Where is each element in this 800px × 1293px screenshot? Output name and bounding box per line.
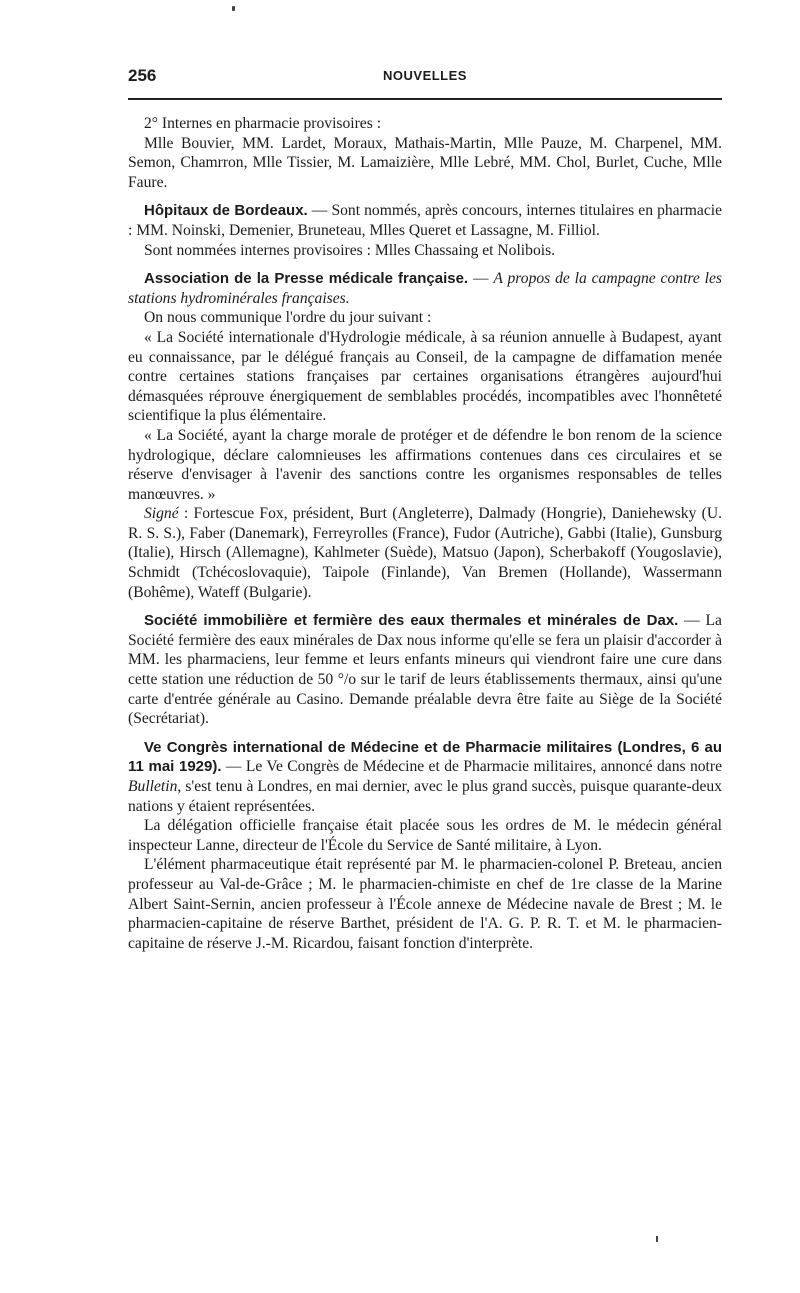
section-subtitle-presse: A propos de la campagne contre les stations hydrominérales françaises.	[128, 270, 722, 307]
paragraph-quote-1: « La Société internationale d'Hydrologie médicale, à sa réunion annuelle à Budapest, ayant eu connaissance, par le délégué français au Conseil, de la campagne de diffamation menée contre certaines stations françaises par certaines organisations étrangères aujourd'hui démasquées réprouve énergiquement de semblables procédés, incompatibles avec l'honnêteté scientifique la plus élémentaire.	[128, 328, 722, 425]
page-body	[128, 114, 722, 953]
running-head: NOUVELLES	[383, 68, 467, 83]
section-presse-medicale	[128, 269, 722, 308]
paragraph-ordre-du-jour: On nous communique l'ordre du jour suivant :	[144, 309, 432, 327]
section-dash: —	[468, 270, 494, 288]
signed-label: Signé	[144, 505, 179, 523]
paragraph-bordeaux-provisional: Sont nommées internes provisoires : Mlles Chassaing et Nolibois.	[144, 241, 556, 259]
section-congres	[128, 738, 722, 816]
section-text-congres-a: — Le Ve Congrès de Médecine et de Pharmacie militaires, annoncé dans notre	[221, 758, 722, 776]
paragraph-signatories	[128, 504, 722, 602]
paragraph-quote-2: « La Société, ayant la charge morale de protéger et de défendre le bon renom de la science hydrologique, déclare calomnieuses les affirmations contenues dans ces circulaires et se réserve d'envisager à l'avenir des sanctions contre les organismes responsables de telles manœuvres. »	[128, 426, 722, 503]
section-title-congres: Ve Congrès international de Médecine et de Pharmacie militaires (Londres, 6 au 11 mai 1929).	[128, 738, 722, 776]
scan-speck	[232, 6, 235, 11]
section-text-dax: — La Société fermière des eaux minérales de Dax nous informe qu'elle se fera un plaisir d'accorder à MM. les pharmaciens, leur femme et leurs enfants mineurs qui viendront faire une cure dans cette station une réduction de 50 °/o sur le tarif de leurs établissements thermaux, ainsi qu'une carte d'entrée générale au Casino. Demande préalable devra être faite au Siège de la Société (Secrétariat).	[128, 612, 722, 728]
signatories-list: : Fortescue Fox, président, Burt (Angleterre), Dalmady (Hongrie), Daniehewsky (U. R. S. S.), Faber (Danemark), Ferreyrolles (France), Fudor (Autriche), Gabbi (Italie), Gunsburg (Italie), Hirsch (Allemagne), Kahlmeter (Suède), Matsuo (Japon), Scherbakoff (Yougoslavie), Schmidt (Tchécoslovaquie), Taipole (Finlande), Van Bremen (Hollande), Wassermann (Bohême), Wateff (Bulgarie).	[128, 505, 722, 601]
scan-mark	[656, 1236, 658, 1242]
page-number: 256	[128, 66, 157, 85]
section-dax	[128, 611, 722, 729]
paragraph-pharmaceutical-element: L'élément pharmaceutique était représenté par M. le pharmacien-colonel P. Breteau, ancien professeur au Val-de-Grâce ; M. le pharmacien-chimiste en chef de 1re classe de la Marine Albert Saint-Sernin, ancien professeur à l'École annexe de Médecine navale de Brest ; M. le pharmacien-capitaine de réserve Barthet, président de l'A. G. P. R. T. et M. le pharmacien-capitaine de réserve J.-M. Ricardou, faisant fonction d'interprète.	[128, 856, 722, 952]
section-bordeaux	[128, 201, 722, 240]
paragraph-delegation: La délégation officielle française était placée sous les ordres de M. le médecin général inspecteur Lanne, directeur de l'École du Service de Santé militaire, à Lyon.	[128, 817, 722, 854]
bulletin-title: Bulletin	[128, 778, 178, 795]
section-title-dax: Société immobilière et fermière des eaux thermales et minérales de Dax.	[144, 612, 679, 630]
section-title-bordeaux: Hôpitaux de Bordeaux.	[144, 202, 308, 220]
paragraph-interns-provisional: 2° Internes en pharmacie provisoires :	[144, 115, 382, 132]
section-text-congres-b: , s'est tenu à Londres, en mai dernier, avec le plus grand succès, puisque quarante-deux nations y étaient représentées.	[128, 778, 722, 815]
page-header	[128, 64, 722, 100]
section-title-presse: Association de la Presse médicale française.	[144, 270, 469, 288]
section-text-bordeaux: — Sont nommés, après concours, internes titulaires en pharmacie : MM. Noinski, Demenier, Bruneteau, Mlles Queret et Lassagne, M. Filliol.	[128, 202, 723, 239]
paragraph-intern-names: Mlle Bouvier, MM. Lardet, Moraux, Mathais-Martin, Mlle Pauze, M. Charpenel, MM. Semon, Chamrron, Mlle Tissier, M. Lamaizière, Mlle Lebré, MM. Chol, Burlet, Cuche, Mlle Faure.	[128, 134, 722, 191]
